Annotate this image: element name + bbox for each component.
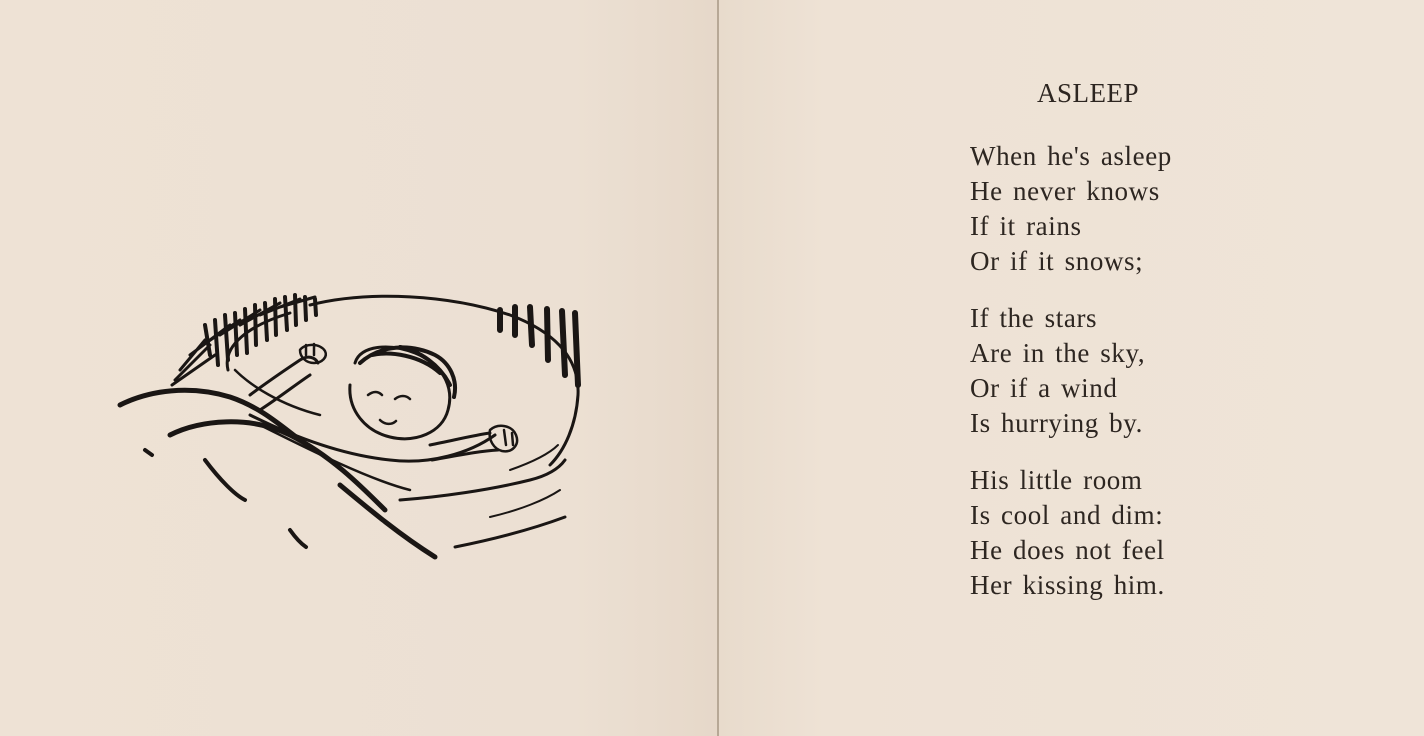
poem-line: If it rains (970, 211, 1082, 241)
poem-line: Her kissing him. (970, 570, 1165, 600)
poem-line: If the stars (970, 303, 1098, 333)
poem-line: Are in the sky, (970, 338, 1146, 368)
poem-line: Is hurrying by. (970, 408, 1143, 438)
sleeping-baby-illustration (110, 285, 590, 565)
stanza-3 (970, 463, 1290, 603)
poem-line: Or if it snows; (970, 246, 1144, 276)
poem (970, 78, 1290, 625)
poem-line: He does not feel (970, 535, 1165, 565)
poem-line: His little room (970, 465, 1143, 495)
poem-line: Is cool and dim: (970, 500, 1164, 530)
poem-line: Or if a wind (970, 373, 1118, 403)
poem-line: When he's asleep (970, 141, 1172, 171)
poem-title: ASLEEP (1037, 78, 1140, 108)
poem-line: He never knows (970, 176, 1160, 206)
stanza-1 (970, 139, 1290, 279)
stanza-2 (970, 301, 1290, 441)
